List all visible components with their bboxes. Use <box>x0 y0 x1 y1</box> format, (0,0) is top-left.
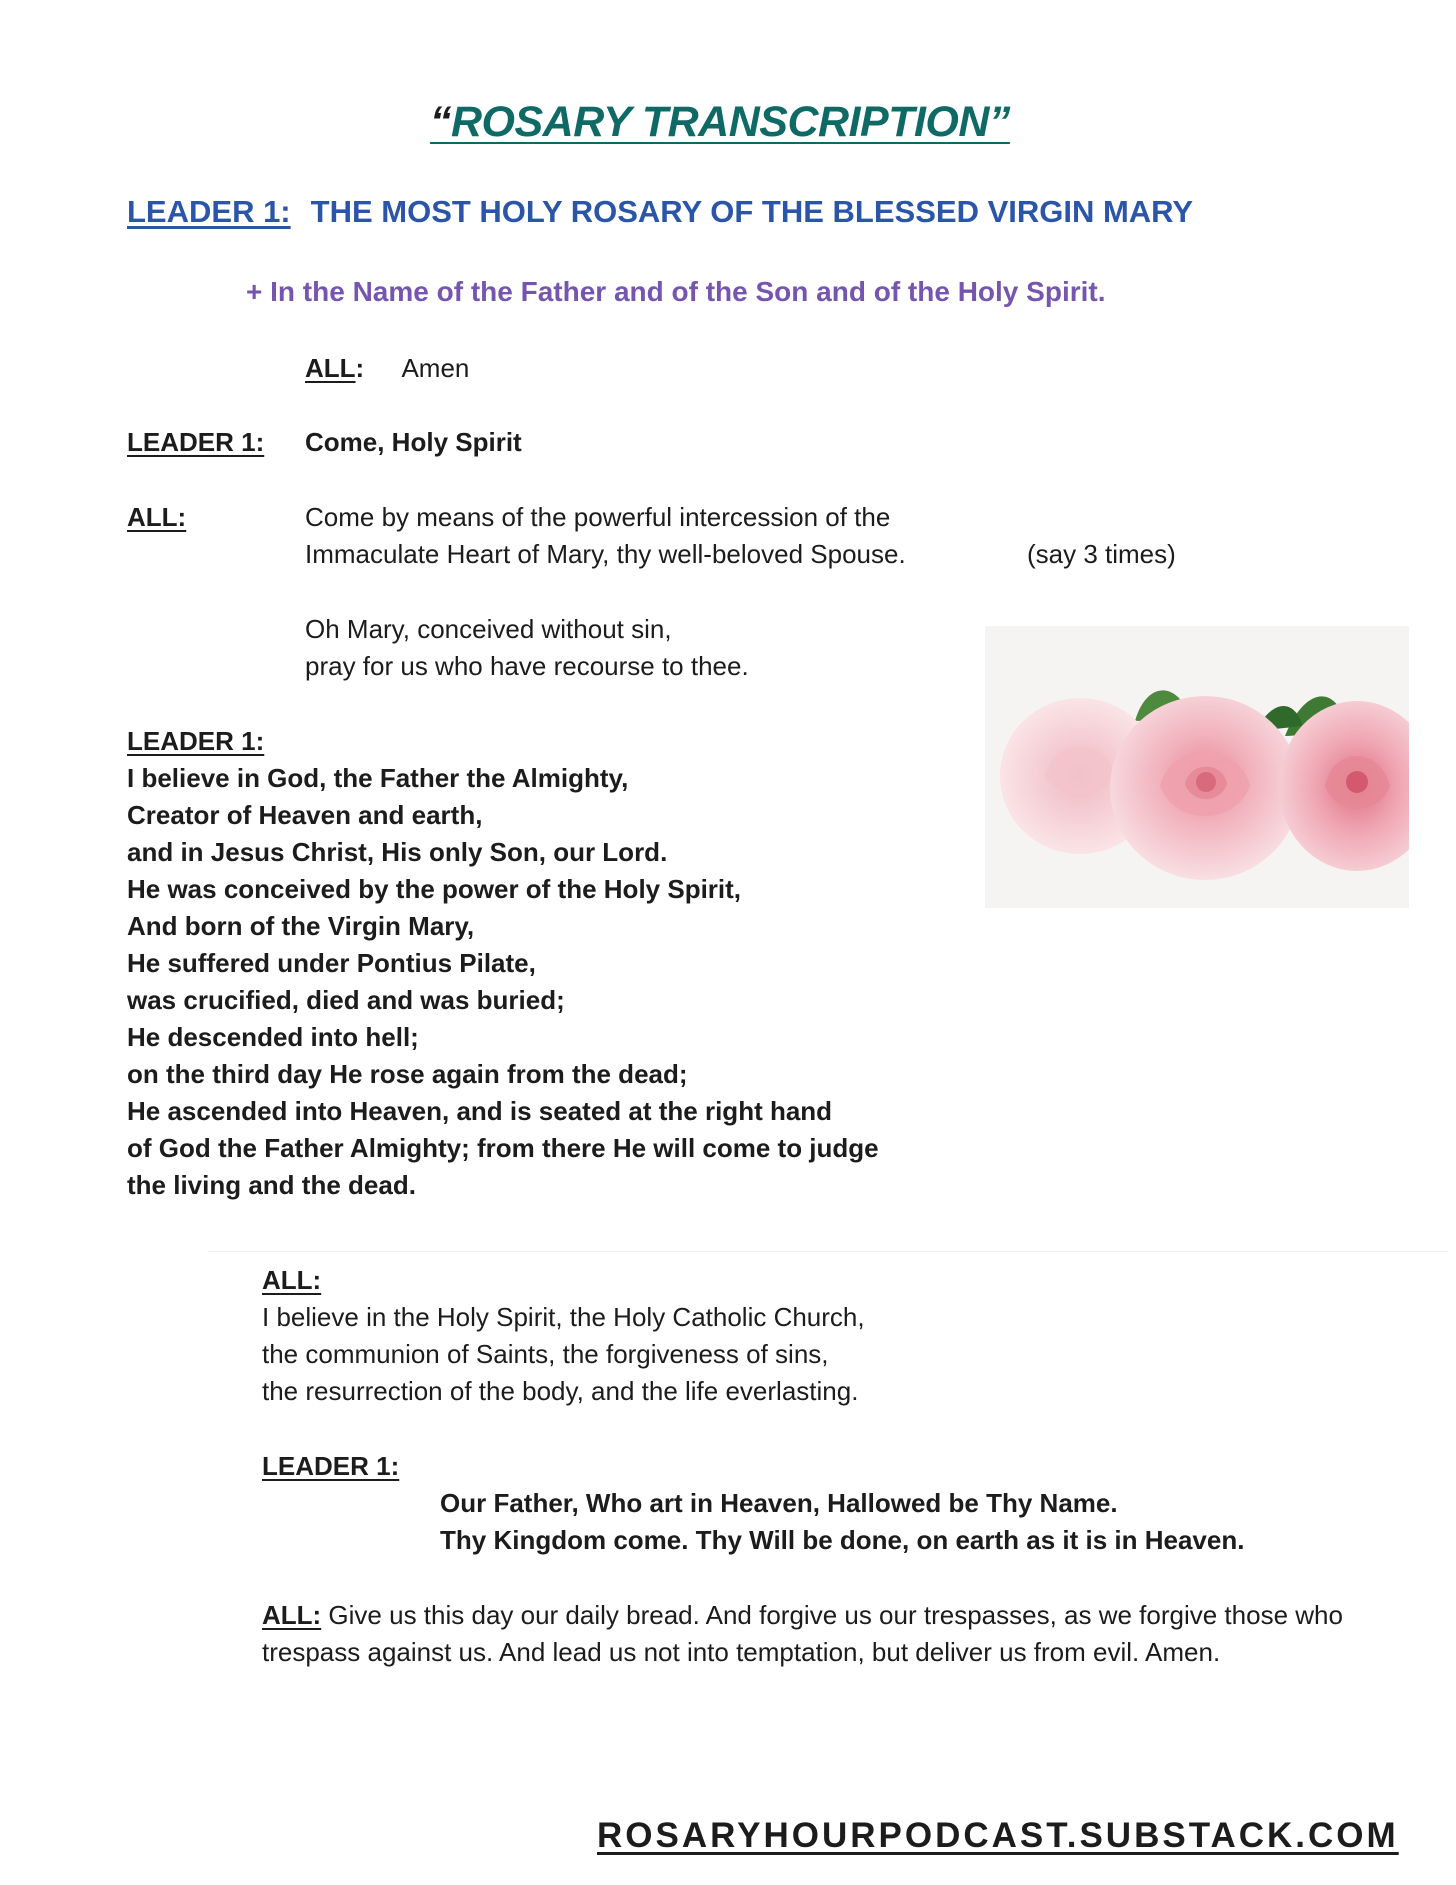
our-father-leader-text <box>440 1485 1244 1559</box>
creed-line: Creator of Heaven and earth, <box>127 800 483 830</box>
come-holy-spirit-label: LEADER 1: <box>127 427 265 457</box>
come-holy-spirit-text: Come, Holy Spirit <box>305 427 522 457</box>
creed-line: He suffered under Pontius Pilate, <box>127 948 536 978</box>
creed-line: He was conceived by the power of the Holy Spirit, <box>127 874 742 904</box>
mary-prayer-line: Oh Mary, conceived without sin, <box>305 614 672 644</box>
amen-text: Amen <box>401 353 470 383</box>
creed-line: on the third day He rose again from the dead; <box>127 1059 688 1089</box>
creed-all-label: ALL: <box>262 1265 322 1295</box>
creed-line: And born of the Virgin Mary, <box>127 911 475 941</box>
creed-line: and in Jesus Christ, His only Son, our Lord. <box>127 837 668 867</box>
page-title <box>430 98 1010 147</box>
amen-block <box>305 350 469 387</box>
all-prayer-line: Come by means of the powerful intercession of the <box>305 502 891 532</box>
heading-text: THE MOST HOLY ROSARY OF THE BLESSED VIRGIN MARY <box>310 194 1194 229</box>
creed-all-line: I believe in the Holy Spirit, the Holy Catholic Church, <box>262 1302 865 1332</box>
creed-leader-label: LEADER 1: <box>127 726 265 756</box>
our-father-all-label: ALL: <box>262 1600 322 1630</box>
our-father-line: Our Father, Who art in Heaven, Hallowed be Thy Name. <box>440 1488 1118 1518</box>
title-text: ROSARY TRANSCRIPTION” <box>451 98 1010 146</box>
creed-all-line: the resurrection of the body, and the life everlasting. <box>262 1376 859 1406</box>
amen-label: ALL <box>305 353 356 383</box>
creed-line: He descended into hell; <box>127 1022 419 1052</box>
creed-line: I believe in God, the Father the Almighty, <box>127 763 629 793</box>
title-open-quote: “ <box>430 98 451 146</box>
section-divider <box>208 1251 1448 1252</box>
creed-line: was crucified, died and was buried; <box>127 985 565 1015</box>
our-father-line: Thy Kingdom come. Thy Will be done, on earth as it is in Heaven. <box>440 1525 1245 1555</box>
all-prayer-label: ALL: <box>127 502 187 532</box>
creed-all-line: the communion of Saints, the forgiveness of sins, <box>262 1339 829 1369</box>
amen-colon: : <box>355 353 365 383</box>
rosary-heading <box>127 194 1193 230</box>
all-prayer-text <box>305 499 906 573</box>
sign-of-cross: + In the Name of the Father and of the Son and of the Holy Spirit. <box>246 276 1106 307</box>
substack-footer-link[interactable]: ROSARYHOURPODCAST.SUBSTACK.COM <box>597 1816 1399 1855</box>
all-prayer-line: Immaculate Heart of Mary, thy well-beloved Spouse. <box>305 539 906 569</box>
creed-line: of God the Father Almighty; from there He will come to judge <box>127 1133 879 1163</box>
say-three-times-note: (say 3 times) <box>1027 539 1176 569</box>
heading-leader-tag: LEADER 1: <box>127 194 291 229</box>
creed-all-text <box>262 1299 865 1410</box>
mary-prayer-line: pray for us who have recourse to thee. <box>305 651 749 681</box>
creed-line: He ascended into Heaven, and is seated at the right hand <box>127 1096 833 1126</box>
creed-leader-text <box>127 760 879 1204</box>
our-father-all-line2: trespass against us. And lead us not into temptation, but deliver us from evil. Amen. <box>262 1637 1221 1667</box>
our-father-leader-label: LEADER 1: <box>262 1451 400 1481</box>
creed-line: the living and the dead. <box>127 1170 416 1200</box>
pink-roses-image <box>985 626 1409 908</box>
our-father-all-line1: Give us this day our daily bread. And forgive us our trespasses, as we forgive those who <box>321 1600 1343 1630</box>
mary-prayer <box>305 611 749 685</box>
our-father-all <box>262 1597 1343 1671</box>
